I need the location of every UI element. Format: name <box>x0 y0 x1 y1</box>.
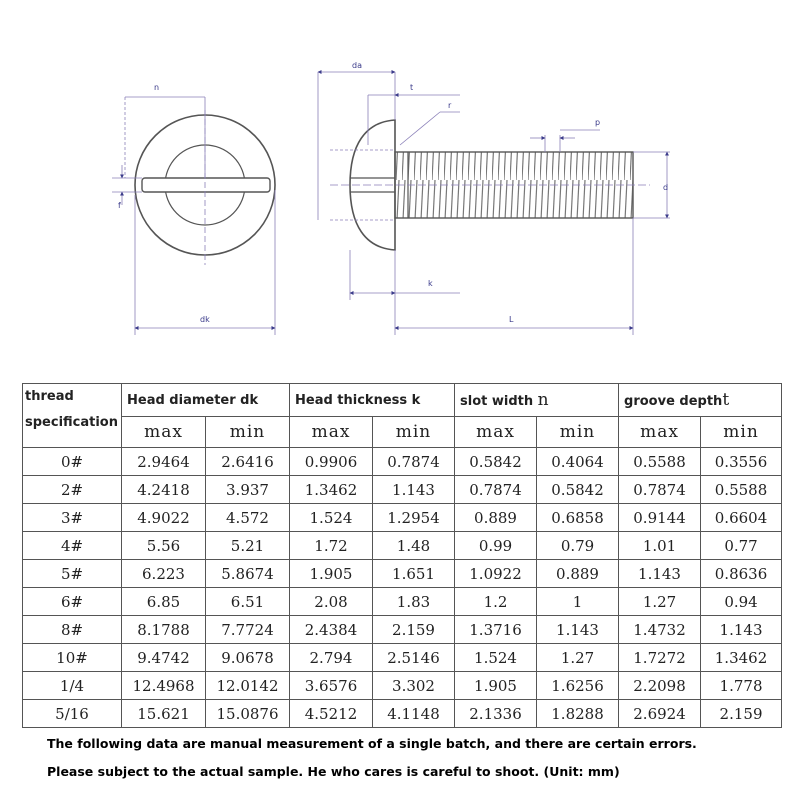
head-thickness-header: Head thickness k <box>290 384 455 417</box>
value-cell: 0.9144 <box>619 504 701 532</box>
value-cell: 5.56 <box>122 532 206 560</box>
screw-technical-drawing <box>0 0 800 380</box>
value-cell: 1.6256 <box>537 672 619 700</box>
value-cell: 0.77 <box>701 532 782 560</box>
value-cell: 2.4384 <box>290 616 373 644</box>
value-cell: 4.9022 <box>122 504 206 532</box>
value-cell: 0.5588 <box>701 476 782 504</box>
thread-cell: 5# <box>23 560 122 588</box>
value-cell: 1.7272 <box>619 644 701 672</box>
groove-depth-label: groove depth <box>624 394 723 409</box>
value-cell: 1.143 <box>619 560 701 588</box>
value-cell: 2.08 <box>290 588 373 616</box>
spec-header-label: specification <box>25 415 118 430</box>
label-p: p <box>595 118 601 127</box>
value-cell: 0.5588 <box>619 448 701 476</box>
label-f: f <box>118 201 121 210</box>
table-row <box>23 700 782 728</box>
value-cell: 2.6416 <box>206 448 290 476</box>
value-cell: 0.99 <box>455 532 537 560</box>
table-row <box>23 588 782 616</box>
min-header: min <box>701 417 782 448</box>
value-cell: 12.4968 <box>122 672 206 700</box>
value-cell: 0.6858 <box>537 504 619 532</box>
value-cell: 1.778 <box>701 672 782 700</box>
note-line-1: The following data are manual measurement of a single batch, and there are certain errors. <box>47 736 697 751</box>
value-cell: 0.5842 <box>455 448 537 476</box>
value-cell: 1.651 <box>373 560 455 588</box>
value-cell: 0.889 <box>537 560 619 588</box>
value-cell: 3.302 <box>373 672 455 700</box>
value-cell: 4.572 <box>206 504 290 532</box>
min-header: min <box>373 417 455 448</box>
value-cell: 1.3462 <box>290 476 373 504</box>
label-dk: dk <box>200 315 210 324</box>
value-cell: 5.8674 <box>206 560 290 588</box>
value-cell: 15.0876 <box>206 700 290 728</box>
max-header: max <box>122 417 206 448</box>
value-cell: 5.21 <box>206 532 290 560</box>
value-cell: 2.5146 <box>373 644 455 672</box>
label-da: da <box>352 61 362 70</box>
head-diameter-header: Head diameter dk <box>122 384 290 417</box>
value-cell: 0.5842 <box>537 476 619 504</box>
thread-spec-header <box>23 384 122 448</box>
slot-width-label: slot width <box>460 394 534 409</box>
thread-cell: 6# <box>23 588 122 616</box>
value-cell: 3.937 <box>206 476 290 504</box>
value-cell: 2.1336 <box>455 700 537 728</box>
value-cell: 2.159 <box>373 616 455 644</box>
value-cell: 6.51 <box>206 588 290 616</box>
value-cell: 2.2098 <box>619 672 701 700</box>
value-cell: 1.3716 <box>455 616 537 644</box>
thread-cell: 10# <box>23 644 122 672</box>
groove-depth-header <box>619 384 782 417</box>
thread-header-label: thread <box>25 389 74 404</box>
label-k: k <box>428 279 433 288</box>
value-cell: 2.159 <box>701 700 782 728</box>
slot-width-symbol: n <box>537 390 549 410</box>
value-cell: 0.8636 <box>701 560 782 588</box>
value-cell: 4.5212 <box>290 700 373 728</box>
value-cell: 1.524 <box>290 504 373 532</box>
thread-cell: 8# <box>23 616 122 644</box>
value-cell: 1.72 <box>290 532 373 560</box>
value-cell: 0.7874 <box>455 476 537 504</box>
value-cell: 6.85 <box>122 588 206 616</box>
value-cell: 9.0678 <box>206 644 290 672</box>
table-row <box>23 504 782 532</box>
thread-cell: 0# <box>23 448 122 476</box>
min-header: min <box>206 417 290 448</box>
value-cell: 1.2954 <box>373 504 455 532</box>
thread-cell: 4# <box>23 532 122 560</box>
table-row <box>23 672 782 700</box>
thread-cell: 3# <box>23 504 122 532</box>
label-d: d <box>663 183 669 192</box>
value-cell: 1.8288 <box>537 700 619 728</box>
label-t: t <box>410 83 414 92</box>
max-header: max <box>290 417 373 448</box>
value-cell: 1.143 <box>537 616 619 644</box>
value-cell: 1.905 <box>290 560 373 588</box>
value-cell: 1.27 <box>619 588 701 616</box>
value-cell: 0.79 <box>537 532 619 560</box>
value-cell: 2.794 <box>290 644 373 672</box>
thread-cell: 5/16 <box>23 700 122 728</box>
value-cell: 1.27 <box>537 644 619 672</box>
value-cell: 0.6604 <box>701 504 782 532</box>
table-subheader-row <box>23 417 782 448</box>
value-cell: 1 <box>537 588 619 616</box>
value-cell: 6.223 <box>122 560 206 588</box>
value-cell: 1.83 <box>373 588 455 616</box>
value-cell: 3.6576 <box>290 672 373 700</box>
thread-cell: 1/4 <box>23 672 122 700</box>
value-cell: 7.7724 <box>206 616 290 644</box>
value-cell: 0.4064 <box>537 448 619 476</box>
value-cell: 1.48 <box>373 532 455 560</box>
label-L: L <box>509 315 514 324</box>
value-cell: 1.2 <box>455 588 537 616</box>
value-cell: 12.0142 <box>206 672 290 700</box>
thread-cell: 2# <box>23 476 122 504</box>
specification-table <box>22 383 782 728</box>
note-line-2: Please subject to the actual sample. He who cares is careful to shoot. (Unit: mm) <box>47 764 620 779</box>
value-cell: 1.905 <box>455 672 537 700</box>
value-cell: 1.524 <box>455 644 537 672</box>
value-cell: 0.3556 <box>701 448 782 476</box>
max-header: max <box>619 417 701 448</box>
value-cell: 15.621 <box>122 700 206 728</box>
max-header: max <box>455 417 537 448</box>
value-cell: 2.6924 <box>619 700 701 728</box>
slot-width-header <box>455 384 619 417</box>
value-cell: 4.2418 <box>122 476 206 504</box>
table-row <box>23 476 782 504</box>
value-cell: 1.143 <box>701 616 782 644</box>
value-cell: 1.4732 <box>619 616 701 644</box>
value-cell: 2.9464 <box>122 448 206 476</box>
value-cell: 0.7874 <box>373 448 455 476</box>
table-row <box>23 616 782 644</box>
value-cell: 8.1788 <box>122 616 206 644</box>
value-cell: 4.1148 <box>373 700 455 728</box>
table-row <box>23 644 782 672</box>
value-cell: 1.3462 <box>701 644 782 672</box>
value-cell: 0.94 <box>701 588 782 616</box>
value-cell: 0.7874 <box>619 476 701 504</box>
table-row <box>23 448 782 476</box>
groove-depth-symbol: t <box>722 390 730 410</box>
value-cell: 0.9906 <box>290 448 373 476</box>
value-cell: 1.0922 <box>455 560 537 588</box>
value-cell: 9.4742 <box>122 644 206 672</box>
table-row <box>23 560 782 588</box>
label-r: r <box>448 101 452 110</box>
value-cell: 0.889 <box>455 504 537 532</box>
value-cell: 1.01 <box>619 532 701 560</box>
min-header: min <box>537 417 619 448</box>
label-n: n <box>154 83 160 92</box>
table-row <box>23 532 782 560</box>
table-header-row <box>23 384 782 417</box>
value-cell: 1.143 <box>373 476 455 504</box>
